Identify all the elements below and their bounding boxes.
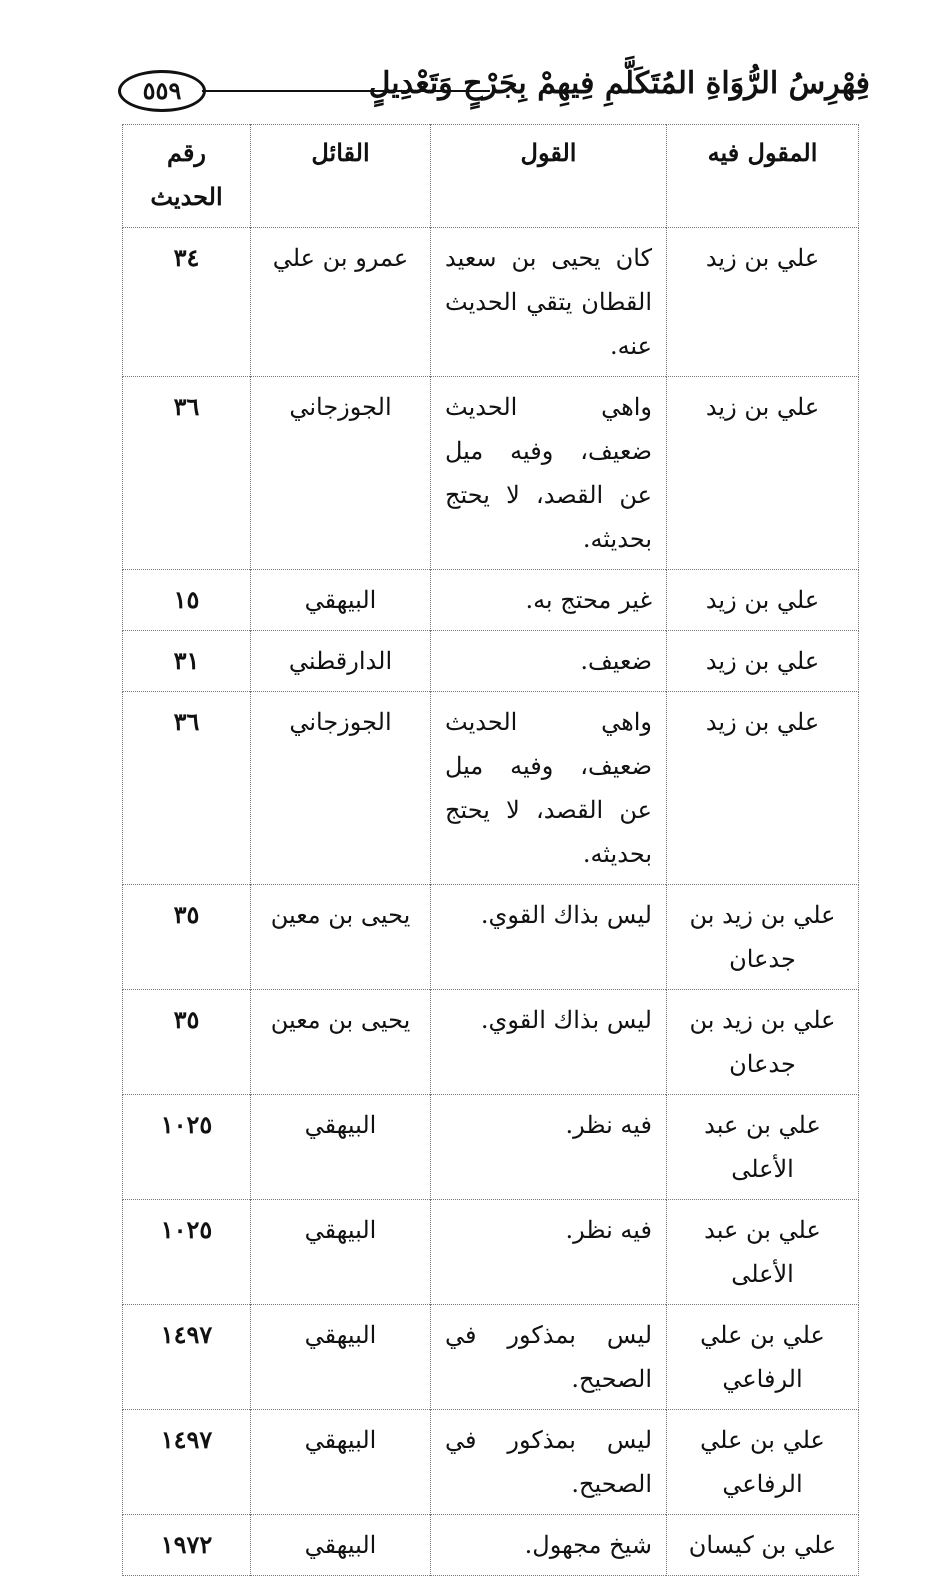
cell-speaker: البيهقي: [251, 1305, 431, 1410]
table-row: [123, 1515, 859, 1576]
table-header-row: [123, 125, 859, 228]
cell-speaker: البيهقي: [251, 570, 431, 631]
cell-statement: فيه نظر.: [431, 1095, 667, 1200]
cell-speaker: الجوزجاني: [251, 692, 431, 885]
cell-subject: علي بن عبد الأعلى: [667, 1095, 859, 1200]
table-row: [123, 692, 859, 885]
header-rule: [202, 90, 490, 92]
cell-speaker: يحيى بن معين: [251, 990, 431, 1095]
cell-statement: شيخ مجهول.: [431, 1515, 667, 1576]
table-row: [123, 631, 859, 692]
cell-statement: واهي الحديث ضعيف، وفيه ميل عن القصد، لا يحتج بحديثه.: [431, 377, 667, 570]
index-table-container: [122, 124, 858, 1576]
cell-hadith-number: ٣٦: [123, 692, 251, 885]
column-header-statement: القول: [431, 125, 667, 228]
table-row: [123, 570, 859, 631]
cell-subject: علي بن زيد: [667, 228, 859, 377]
table-row: [123, 1305, 859, 1410]
table-row: [123, 1095, 859, 1200]
cell-subject: علي بن زيد: [667, 631, 859, 692]
narrators-index-table: [122, 124, 859, 1576]
cell-hadith-number: ١٠٢٥: [123, 1095, 251, 1200]
table-row: [123, 1410, 859, 1515]
cell-statement: واهي الحديث ضعيف، وفيه ميل عن القصد، لا يحتج بحديثه.: [431, 692, 667, 885]
cell-statement: ليس بمذكور في الصحيح.: [431, 1410, 667, 1515]
cell-speaker: عمرو بن علي: [251, 228, 431, 377]
cell-subject: علي بن زيد بن جدعان: [667, 990, 859, 1095]
cell-subject: علي بن علي الرفاعي: [667, 1305, 859, 1410]
cell-statement: ليس بذاك القوي.: [431, 990, 667, 1095]
cell-statement: فيه نظر.: [431, 1200, 667, 1305]
cell-hadith-number: ١٥: [123, 570, 251, 631]
cell-subject: علي بن كيسان: [667, 1515, 859, 1576]
cell-subject: علي بن زيد: [667, 692, 859, 885]
cell-speaker: الجوزجاني: [251, 377, 431, 570]
table-row: [123, 228, 859, 377]
cell-hadith-number: ٣٦: [123, 377, 251, 570]
cell-subject: علي بن علي الرفاعي: [667, 1410, 859, 1515]
column-header-subject: المقول فيه: [667, 125, 859, 228]
cell-statement: كان يحيى بن سعيد القطان يتقي الحديث عنه.: [431, 228, 667, 377]
cell-hadith-number: ٣٥: [123, 990, 251, 1095]
cell-subject: علي بن زيد: [667, 570, 859, 631]
cell-subject: علي بن عبد الأعلى: [667, 1200, 859, 1305]
page-header: [110, 62, 870, 118]
cell-speaker: الدارقطني: [251, 631, 431, 692]
table-row: [123, 377, 859, 570]
cell-hadith-number: ٣٤: [123, 228, 251, 377]
cell-subject: علي بن زيد بن جدعان: [667, 885, 859, 990]
cell-hadith-number: ٣٥: [123, 885, 251, 990]
cell-hadith-number: ١٤٩٧: [123, 1410, 251, 1515]
cell-speaker: البيهقي: [251, 1200, 431, 1305]
cell-speaker: يحيى بن معين: [251, 885, 431, 990]
page-number: ٥٥٩: [118, 70, 206, 112]
cell-statement: ليس بذاك القوي.: [431, 885, 667, 990]
page-title: فِهْرِسُ الرُّوَاةِ المُتَكَلَّمِ فِيهِمْ بِجَرْحٍ وَتَعْدِيلٍ: [368, 66, 870, 101]
cell-speaker: البيهقي: [251, 1410, 431, 1515]
column-header-speaker: القائل: [251, 125, 431, 228]
cell-hadith-number: ١٠٢٥: [123, 1200, 251, 1305]
cell-subject: علي بن زيد: [667, 377, 859, 570]
cell-speaker: البيهقي: [251, 1095, 431, 1200]
table-body: [123, 228, 859, 1576]
column-header-hadith-number: رقم الحديث: [123, 125, 251, 228]
table-row: [123, 990, 859, 1095]
cell-statement: ليس بمذكور في الصحيح.: [431, 1305, 667, 1410]
table-row: [123, 1200, 859, 1305]
cell-hadith-number: ١٩٧٢: [123, 1515, 251, 1576]
cell-hadith-number: ٣١: [123, 631, 251, 692]
cell-speaker: البيهقي: [251, 1515, 431, 1576]
cell-statement: ضعيف.: [431, 631, 667, 692]
cell-hadith-number: ١٤٩٧: [123, 1305, 251, 1410]
table-row: [123, 885, 859, 990]
cell-statement: غير محتج به.: [431, 570, 667, 631]
